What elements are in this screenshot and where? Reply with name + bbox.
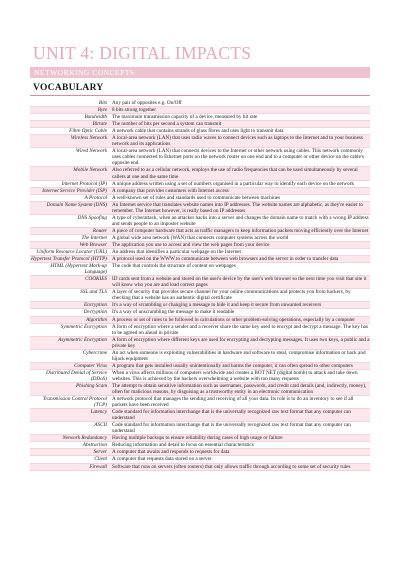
vocabulary-term: Server: [93, 449, 107, 456]
vocabulary-row: [30, 289, 370, 302]
vocabulary-term: Bits: [98, 100, 107, 106]
vocabulary-definition: The number of bits per second a system can transmit: [112, 121, 222, 128]
vocabulary-row: [30, 317, 370, 324]
vocabulary-heading: VOCABULARY: [33, 83, 104, 93]
vocabulary-definition: A form of encryption where a sender and a receiver share the same key used to encrypt and decrypt a message. The key has to be agreed on ahead in private: [112, 323, 369, 336]
vocabulary-term: Byte: [97, 107, 107, 114]
vocabulary-definition: A piece of computer hardware that acts as traffic managers to keep information packets moving efficiently over the Internet: [112, 227, 369, 234]
vocabulary-row: [30, 309, 370, 316]
vocabulary-term: Internet Protocol (IP): [61, 180, 107, 187]
vocabulary-term: COOKIES: [85, 276, 107, 283]
vocabulary-row: [30, 464, 370, 471]
vocabulary-definition: Any pair of opposites e.g. On/Off: [112, 100, 182, 106]
vocabulary-term: Algorithm: [85, 316, 107, 323]
vocabulary-definition: A global wide area network (WAN) that connects computer systems across the world: [112, 234, 289, 241]
vocabulary-definition: ID cards sent from a website and stored on the user's device by the user's web browser so the next time you visit that site it will know who you are and load correct pages: [112, 276, 367, 289]
vocabulary-definition: A well-known set of rules and standards used to communicate between machines: [112, 194, 281, 201]
vocabulary-term: Mobile Network: [73, 167, 107, 174]
vocabulary-row: [30, 456, 370, 463]
vocabulary-definition: An address that identifies a particular webpage on the Internet: [112, 249, 241, 256]
vocabulary-row: [30, 263, 370, 276]
vocabulary-row: [30, 188, 370, 195]
vocabulary-term: Abstraction: [82, 442, 107, 449]
vocabulary-row: [30, 383, 370, 396]
vocabulary-definition: Having multiple backups to ensure reliability during cases of high usage or failure: [112, 435, 283, 442]
vocabulary-term: Client: [94, 456, 107, 463]
vocabulary-row: [30, 148, 370, 167]
vocabulary-term: Transmission Control Protocol (TCP): [42, 396, 107, 409]
vocabulary-row: [30, 276, 370, 289]
vocabulary-term: Wired Network: [75, 148, 107, 155]
vocabulary-term: Asymmetric Encryption: [58, 336, 107, 343]
vocabulary-definition: A unique address written using a set of numbers organised in a particular way to identify each device on the network: [112, 180, 354, 187]
vocabulary-row: [30, 363, 370, 370]
vocabulary-term: Phishing Scam: [76, 382, 107, 389]
vocabulary-row: [30, 324, 370, 337]
vocabulary-definition: Reducing information and detail to focus on essential characteristics: [112, 442, 254, 449]
vocabulary-term: A Protocol: [84, 194, 107, 201]
vocabulary-term: Firewall: [89, 463, 107, 470]
section-banner: [30, 67, 370, 78]
vocabulary-row: [30, 181, 370, 188]
vocabulary-definition: A layer of security that provides secure channel for your online communications and protects you from hackers, by checking that a website has an authentic digital certificate: [112, 289, 351, 302]
vocabulary-term: Bandwidth: [84, 114, 107, 121]
vocabulary-row: [30, 235, 370, 242]
vocabulary-term: Bitrate: [92, 121, 107, 128]
vocabulary-definition: The maximum transmission capacity of a device, measured by bit rate: [112, 114, 258, 121]
vocabulary-row: [30, 100, 370, 107]
vocabulary-definition: Software that runs on servers (often routers) that only allows traffic through according to some set of security rules: [112, 463, 351, 470]
vocabulary-definition: The attempt to obtain sensitive information such as usernames, passwords, and credit card details (and, indirectly, money), often for malicious reasons, by disguising as a trustworthy entity in an electronic communication: [112, 382, 367, 396]
vocabulary-definition: A local-area network (LAN) that connects devices to the Internet or other network using cables. This network commonly uses cables connected to Ethernet ports on the network router on one end and to a computer or other device on the cable's opposite end.: [112, 148, 364, 167]
vocabulary-term: Encryption: [83, 302, 107, 309]
vocabulary-definition: Code standard for information interchange that is the universally recognized raw text format that any computer can understand: [112, 409, 351, 422]
vocabulary-term: Symmetric Encryption: [60, 323, 107, 330]
unit-title: UNIT 4: DIGITAL IMPACTS: [33, 43, 252, 63]
vocabulary-row: [30, 167, 370, 180]
vocabulary-definition: A program that gets installed usually unintentionally and harms the computer, it can often spread to other computers: [112, 362, 353, 369]
vocabulary-term: Web Browser: [79, 241, 107, 248]
vocabulary-term: ASCII: [94, 422, 107, 429]
vocabulary-row: [30, 370, 370, 383]
vocabulary-row: [30, 215, 370, 228]
vocabulary-definition: Also referred to as a cellular network, employs the use of radio frequencies that can be used simultaneously by several callers at one and the same time: [112, 167, 358, 180]
vocabulary-term: Cybercrime: [82, 349, 107, 356]
vocabulary-definition: A type of cyberattack, when an attacker hacks into a server and changes the domain name to match with a wrong IP address and sends people to an imposter website: [112, 214, 369, 227]
vocabulary-row: [30, 195, 370, 202]
vocabulary-row: [30, 396, 370, 409]
vocabulary-definition: It's a way of scrambling or changing a message to hide it and keep it secure from unwanted receivers: [112, 302, 322, 309]
vocabulary-row: [30, 228, 370, 235]
vocabulary-definition: Code standard for information interchange that is the universally recognized raw text format that any computer can understand: [112, 422, 351, 435]
vocabulary-definition: A network protocol that manages the sending and receiving of all your data. Its role is to do an inventory to see if all packets have been received: [112, 396, 354, 409]
vocabulary-row: [30, 135, 370, 148]
vocabulary-definition: An act when someone is exploiting vulnerabilities in hardware and software to steal, compromise information or hack and hijack equipment: [112, 349, 366, 362]
vocabulary-term: Computer Virus: [74, 362, 107, 369]
vocabulary-row: [30, 350, 370, 363]
vocabulary-term: Fibre Optic Cable: [69, 128, 107, 135]
vocabulary-definition: It's a way of unscrambling the message to make it readable: [112, 309, 235, 316]
vocabulary-definition: A process or set of rules to be followed in calculations or other problem-solving operations, especially by a computer: [112, 316, 356, 323]
vocabulary-row: [30, 202, 370, 215]
vocabulary-definition: When a virus affects millions of computers worldwide and creates a BOT NET (digital bomb) to attack and take down websites. This is achieved by the hackers overwhelming a website with too many requests: [112, 369, 358, 382]
vocabulary-term: Hypertext Transfer Protocol (HTTP): [30, 256, 107, 263]
vocabulary-definition: A computer that requests data stored on a server: [112, 456, 212, 463]
vocabulary-definition: A computer that awaits and responds to requests for data: [112, 449, 230, 456]
vocabulary-definition: A form of encryption where different keys are used for encrypting and decrypting messages. It uses two keys, a public and a private key: [112, 336, 370, 349]
section-title: NETWORKING CONCEPTS: [34, 68, 135, 77]
vocabulary-term: Domain Name System (DNS): [46, 201, 107, 208]
vocabulary-table: [30, 100, 370, 471]
vocabulary-definition: A network cable that contains strands of glass fibres and uses light to transmit data: [112, 128, 284, 135]
vocabulary-row: [30, 242, 370, 249]
vocabulary-row: [30, 409, 370, 422]
vocabulary-row: [30, 422, 370, 435]
vocabulary-term: Network Redundancy: [62, 435, 107, 442]
vocabulary-term: Latency: [90, 409, 107, 416]
vocabulary-term: HTML (Hypertext Mark-up Language): [50, 263, 107, 276]
vocabulary-term: Internet Service Provider (ISP): [42, 187, 107, 194]
vocabulary-definition: The code that controls the structure of content on webpages: [112, 263, 236, 270]
heading-divider: [30, 95, 370, 96]
vocabulary-definition: 8 bits strung together: [112, 107, 156, 114]
vocabulary-term: Decryption: [83, 309, 107, 316]
vocabulary-term: The Internet: [81, 234, 107, 241]
vocabulary-definition: An Internet service that translates website names into IP addresses. The website names are alphabetic, as they're easier to remember. The Internet however, is really based on IP addresses: [112, 201, 363, 214]
vocabulary-definition: A company that provides customers with Internet access: [112, 187, 229, 194]
vocabulary-row: [30, 449, 370, 456]
vocabulary-term: DNS Spoofing: [77, 214, 107, 221]
vocabulary-term: SSL and TLS: [80, 289, 107, 296]
vocabulary-term: Uniform Resource Locator (URL): [36, 249, 107, 256]
vocabulary-definition: A local-area network (LAN) that uses radio waves to connect devices such as laptops to the Internet and to your business network and its applications: [112, 135, 363, 148]
vocabulary-term: Wireless Network: [70, 135, 107, 142]
vocabulary-definition: The application you use to access and view the web pages from your device: [112, 241, 270, 248]
vocabulary-definition: A protocol used on the WWW to communicate between web browsers and the server in order to transfer data: [112, 256, 339, 263]
vocabulary-row: [30, 337, 370, 350]
vocabulary-term: Distributed Denial of Service (DDoS): [46, 369, 107, 382]
vocabulary-term: Router: [92, 227, 107, 234]
